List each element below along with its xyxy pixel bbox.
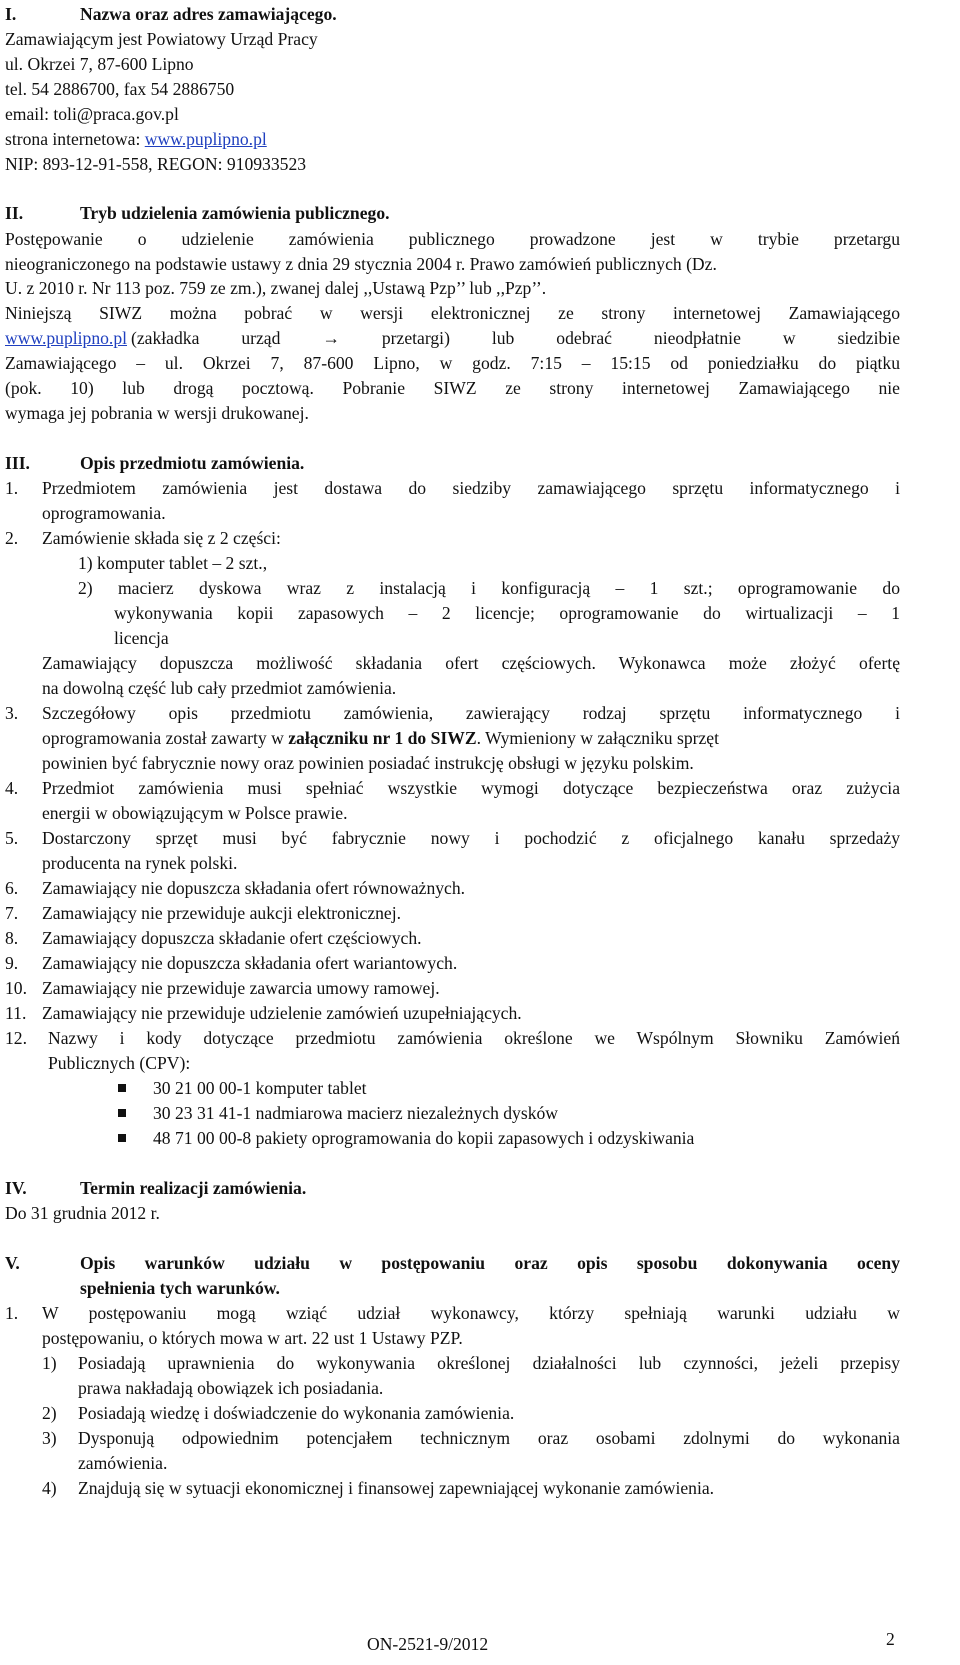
- website-link[interactable]: www.puplipno.pl: [144, 129, 267, 149]
- item-text: Nazwy i kody dotyczące przedmiotu zamówienia określone we Wspólnym Słowniku Zamówień: [48, 1028, 900, 1048]
- phone-line: tel. 54 2886700, fax 54 2886750: [5, 79, 235, 99]
- condition-number: 1): [42, 1353, 57, 1373]
- item-text: Zamawiający dopuszcza składanie ofert częściowych.: [42, 928, 422, 948]
- item-text: postępowaniu, o których mowa w art. 22 ust 1 Ustawy PZP.: [42, 1328, 463, 1348]
- section-4-number: IV.: [5, 1178, 27, 1198]
- email-line: email: toli@praca.gov.pl: [5, 104, 179, 124]
- item-number: 7.: [5, 903, 19, 923]
- sub-item: 1) komputer tablet – 2 szt.,: [78, 553, 268, 573]
- paragraph-line: Zamawiającego – ul. Okrzei 7, 87-600 Lipno, w godz. 7:15 – 15:15 od poniedziałku do piątku: [5, 353, 900, 373]
- item-text: Szczegółowy opis przedmiotu zamówienia, zawierający rodzaj sprzętu informatycznego i: [42, 703, 900, 723]
- sub-item: wykonywania kopii zapasowych – 2 licencje; oprogramowanie do wirtualizacji – 1: [114, 603, 900, 623]
- document-reference: ON-2521-9/2012: [367, 1634, 489, 1654]
- item-text: Zamawiający nie dopuszcza składania ofert wariantowych.: [42, 953, 458, 973]
- condition-text: prawa nakładają obowiązek ich posiadania.: [78, 1378, 384, 1398]
- section-1-title: Nazwa oraz adres zamawiającego.: [80, 4, 337, 24]
- page-number: 2: [886, 1629, 895, 1649]
- item-text: oprogramowania.: [42, 503, 166, 523]
- item-text: Zamówienie składa się z 2 części:: [42, 528, 281, 548]
- item-text: Dostarczony sprzęt musi być fabrycznie nowy i pochodzić z oficjalnego kanału sprzedaży: [42, 828, 900, 848]
- item-number: 3.: [5, 703, 19, 723]
- section-5-title: spełnienia tych warunków.: [80, 1278, 280, 1298]
- cpv-code: 30 23 31 41-1 nadmiarowa macierz niezależnych dysków: [153, 1103, 558, 1123]
- item-number: 2.: [5, 528, 19, 548]
- item-number: 6.: [5, 878, 19, 898]
- sub-item: 2) macierz dyskowa wraz z instalacją i konfiguracją – 1 szt.; oprogramowanie do: [78, 578, 900, 598]
- item-number: 1.: [5, 478, 19, 498]
- paragraph-line: (zakładka urząd → przetargi) lub odebrać nieodpłatnie w siedzibie: [131, 328, 900, 348]
- address-line: Zamawiającym jest Powiatowy Urząd Pracy: [5, 29, 318, 49]
- item-text: na dowolną część lub cały przedmiot zamówienia.: [42, 678, 397, 698]
- condition-number: 2): [42, 1403, 57, 1423]
- paragraph-line: wymaga jej pobrania w wersji drukowanej.: [5, 403, 309, 423]
- section-3-number: III.: [5, 453, 30, 473]
- item-number: 12.: [5, 1028, 27, 1048]
- item-number: 9.: [5, 953, 19, 973]
- item-number: 4.: [5, 778, 19, 798]
- item-number: 10.: [5, 978, 27, 998]
- item-text: Przedmiot zamówienia musi spełniać wszystkie wymogi dotyczące bezpieczeństwa oraz zużycia: [42, 778, 900, 798]
- item-text: producenta na rynek polski.: [42, 853, 238, 873]
- section-2-title: Tryb udzielenia zamówienia publicznego.: [80, 203, 390, 223]
- paragraph-line: Postępowanie o udzielenie zamówienia publicznego prowadzone jest w trybie przetargu: [5, 229, 900, 249]
- section-5-title: Opis warunków udziału w postępowaniu oraz opis sposobu dokonywania oceny: [80, 1253, 900, 1273]
- item-number: 5.: [5, 828, 19, 848]
- item-text: energii w obowiązującym w Polsce prawie.: [42, 803, 348, 823]
- item-text: Zamawiający nie przewiduje udzielenie zamówień uzupełniających.: [42, 1003, 522, 1023]
- cpv-code: 48 71 00 00-8 pakiety oprogramowania do kopii zapasowych i odzyskiwania: [153, 1128, 695, 1148]
- bullet-icon: [118, 1084, 126, 1092]
- item-text: Zamawiający dopuszcza możliwość składania ofert częściowych. Wykonawca może złożyć ofertę: [42, 653, 900, 673]
- section-3-title: Opis przedmiotu zamówienia.: [80, 453, 305, 473]
- condition-text: zamówienia.: [78, 1453, 168, 1473]
- item-text: powinien być fabrycznie nowy oraz powinien posiadać instrukcję obsługi w języku polskim.: [42, 753, 694, 773]
- item-text: [42, 726, 719, 751]
- condition-text: Dysponują odpowiednim potencjałem technicznym oraz osobami zdolnymi do wykonania: [78, 1428, 900, 1448]
- condition-text: Znajdują się w sytuacji ekonomicznej i finansowej zapewniającej wykonanie zamówienia.: [78, 1478, 715, 1498]
- paragraph-line: (pok. 10) lub drogą pocztową. Pobranie SIWZ ze strony internetowej Zamawiającego nie: [5, 378, 900, 398]
- item-text: Publicznych (CPV):: [48, 1053, 191, 1073]
- item-text: Zamawiający nie dopuszcza składania ofert równoważnych.: [42, 878, 466, 898]
- deadline-text: Do 31 grudnia 2012 r.: [5, 1203, 160, 1223]
- section-1-number: I.: [5, 4, 17, 24]
- section-2-number: II.: [5, 203, 24, 223]
- item-text: W postępowaniu mogą wziąć udział wykonawcy, którzy spełniają warunki udziału w: [42, 1303, 900, 1323]
- bullet-icon: [118, 1134, 126, 1142]
- item-text-part: oprogramowania został zawarty w: [42, 728, 289, 748]
- section-4-title: Termin realizacji zamówienia.: [80, 1178, 307, 1198]
- paragraph-line: Niniejszą SIWZ można pobrać w wersji elektronicznej ze strony internetowej Zamawiającego: [5, 303, 900, 323]
- item-text: Zamawiający nie przewiduje zawarcia umowy ramowej.: [42, 978, 440, 998]
- condition-number: 4): [42, 1478, 57, 1498]
- website-label: strona internetowa:: [5, 129, 145, 149]
- bullet-icon: [118, 1109, 126, 1117]
- attachment-reference: załączniku nr 1 do SIWZ: [288, 728, 477, 748]
- siwz-download-link[interactable]: www.puplipno.pl: [5, 328, 128, 348]
- sub-item: licencja: [114, 628, 169, 648]
- website-line: [5, 127, 267, 152]
- condition-text: Posiadają uprawnienia do wykonywania określonej działalności lub czynności, jeżeli przepisy: [78, 1353, 900, 1373]
- condition-text: Posiadają wiedzę i doświadczenie do wykonania zamówienia.: [78, 1403, 515, 1423]
- condition-number: 3): [42, 1428, 57, 1448]
- cpv-code: 30 21 00 00-1 komputer tablet: [153, 1078, 367, 1098]
- item-text: Zamawiający nie przewiduje aukcji elektronicznej.: [42, 903, 402, 923]
- item-text-part: . Wymieniony w załączniku sprzęt: [476, 728, 719, 748]
- item-text: Przedmiotem zamówienia jest dostawa do siedziby zamawiającego sprzętu informatycznego i: [42, 478, 900, 498]
- item-number: 8.: [5, 928, 19, 948]
- item-number: 11.: [5, 1003, 27, 1023]
- item-number: 1.: [5, 1303, 19, 1323]
- paragraph-line: U. z 2010 r. Nr 113 poz. 759 ze zm.), zwanej dalej ,,Ustawą Pzp’’ lub ,,Pzp’’.: [5, 278, 547, 298]
- paragraph-line: nieograniczonego na podstawie ustawy z dnia 29 stycznia 2004 r. Prawo zamówień publicznych (Dz.: [5, 254, 717, 274]
- section-5-number: V.: [5, 1253, 20, 1273]
- address-line: ul. Okrzei 7, 87-600 Lipno: [5, 54, 194, 74]
- nip-regon-line: NIP: 893-12-91-558, REGON: 910933523: [5, 154, 307, 174]
